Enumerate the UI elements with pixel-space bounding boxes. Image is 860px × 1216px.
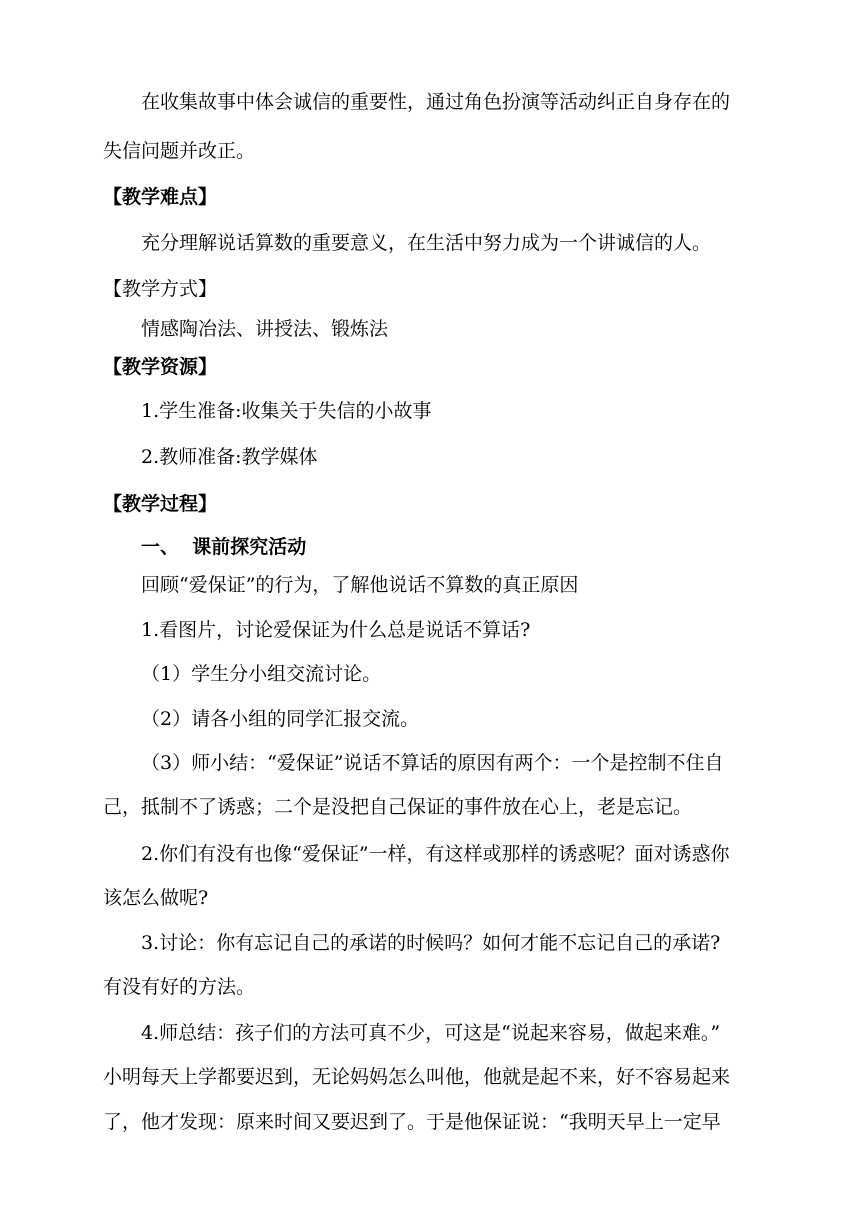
subsection-heading: 一、 课前探究活动 (141, 536, 307, 558)
paragraph-line: 了，他才发现：原来时间又要迟到了。于是他保证说：“我明天早上一定早 (103, 1111, 721, 1133)
paragraph-line: 在收集故事中体会诚信的重要性，通过角色扮演等活动纠正自身存在的 (141, 91, 731, 113)
paragraph-line: 3.讨论：你有忘记自己的承诺的时候吗？如何才能不忘记自己的承诺? (141, 932, 721, 954)
section-heading-difficulty: 【教学难点】 (103, 186, 218, 208)
paragraph-line: 4.师总结：孩子们的方法可真不少，可这是“说起来容易，做起来难。” (141, 1022, 721, 1044)
section-heading-resources: 【教学资源】 (103, 356, 218, 378)
paragraph-line: 有没有好的方法。 (103, 976, 256, 998)
paragraph-line: 该怎么做呢? (103, 887, 209, 909)
section-heading-method: 【教学方式】 (103, 278, 218, 300)
paragraph-line: （3）师小结：“爱保证”说话不算话的原因有两个：一个是控制不住自 (141, 752, 724, 774)
paragraph-line: 小明每天上学都要迟到，无论妈妈怎么叫他，他就是起不来，好不容易起来 (103, 1066, 731, 1088)
list-item: 1.学生准备:收集关于失信的小故事 (141, 400, 432, 422)
list-item: 1.看图片，讨论爱保证为什么总是说话不算话? (141, 619, 531, 641)
paragraph-line: 回顾“爱保证”的行为，了解他说话不算数的真正原因 (141, 574, 579, 596)
list-item: （1）学生分小组交流讨论。 (141, 663, 382, 685)
paragraph-line: 失信问题并改正。 (103, 140, 256, 162)
list-item: （2）请各小组的同学汇报交流。 (141, 708, 420, 730)
list-item: 2.教师准备:教学媒体 (141, 446, 318, 468)
paragraph-line: 充分理解说话算数的重要意义，在生活中努力成为一个讲诚信的人。 (141, 232, 712, 254)
paragraph-line: 情感陶冶法、讲授法、锻炼法 (141, 318, 389, 340)
section-heading-process: 【教学过程】 (103, 493, 218, 515)
paragraph-line: 2.你们有没有也像“爱保证”一样，有这样或那样的诱惑呢？面对诱惑你 (141, 843, 730, 865)
paragraph-line: 己，抵制不了诱惑；二个是没把自己保证的事件放在心上，老是忘记。 (103, 796, 693, 818)
